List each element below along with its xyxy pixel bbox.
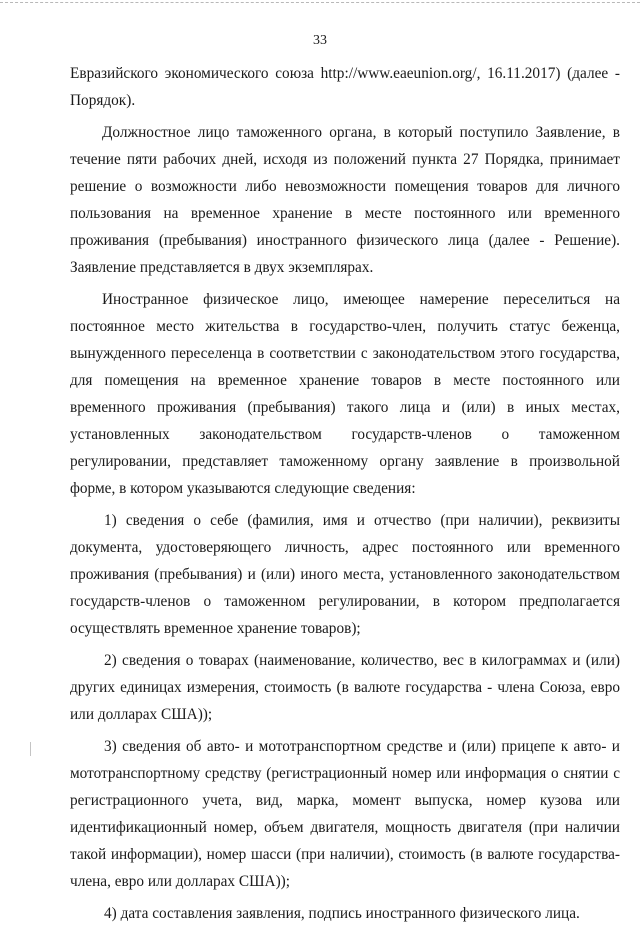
document-body bbox=[70, 60, 620, 927]
list-item-date-signature: 4) дата составления заявления, подпись иностранного физического лица. bbox=[104, 905, 580, 922]
paragraph-continuation: Евразийского экономического союза http://www.eaeunion.org/, 16.11.2017) (далее - Порядок). bbox=[70, 65, 620, 109]
list-item-vehicle-info: 3) сведения об авто- и мототранспортном средстве и (или) прицепе к авто- и мототранспортному средству (регистрационный номер или информация о снятии с регистрационного учета, вид, марка, момент выпуска, номер кузова или идентификационный номер, объем двигателя, мощность двигателя (при наличии такой информации), номер шасси (при наличии), стоимость (в валюте государства-члена, евро или долларах США)); bbox=[70, 738, 620, 890]
top-scan-edge bbox=[0, 2, 640, 3]
page-number: 33 bbox=[313, 33, 327, 48]
margin-scan-mark bbox=[30, 742, 31, 756]
paragraph-foreign-person-application: Иностранное физическое лицо, имеющее намерение переселиться на постоянное место жительства в государство-член, получить статус беженца, вынужденного переселенца в соответствии с законодательством этого государства, для помещения на временное хранение товаров в месте постоянного или временного проживания (пребывания) такого лица и (или) в иных местах, установленных законодательством государств-членов о таможенном регулировании, представляет таможенному органу заявление в произвольной форме, в котором указываются следующие сведения: bbox=[70, 291, 620, 497]
list-item-goods-info: 2) сведения о товарах (наименование, количество, вес в килограммах и (или) других единицах измерения, стоимость (в валюте государства - члена Союза, евро или долларах США)); bbox=[70, 652, 620, 723]
paragraph-official-decision: Должностное лицо таможенного органа, в который поступило Заявление, в течение пяти рабочих дней, исходя из положений пункта 27 Порядка, принимает решение о возможности либо невозможности помещения товаров для личного пользования на временное хранение в месте постоянного или временного проживания (пребывания) иностранного физического лица (далее - Решение). Заявление представляется в двух экземплярах. bbox=[70, 124, 620, 276]
list-item-personal-info: 1) сведения о себе (фамилия, имя и отчество (при наличии), реквизиты документа, удостоверяющего личность, адрес постоянного или временного проживания (пребывания) и (или) иного места, установленного законодательством государств-членов о таможенном регулировании, в котором предполагается осуществлять временное хранение товаров); bbox=[70, 512, 620, 637]
